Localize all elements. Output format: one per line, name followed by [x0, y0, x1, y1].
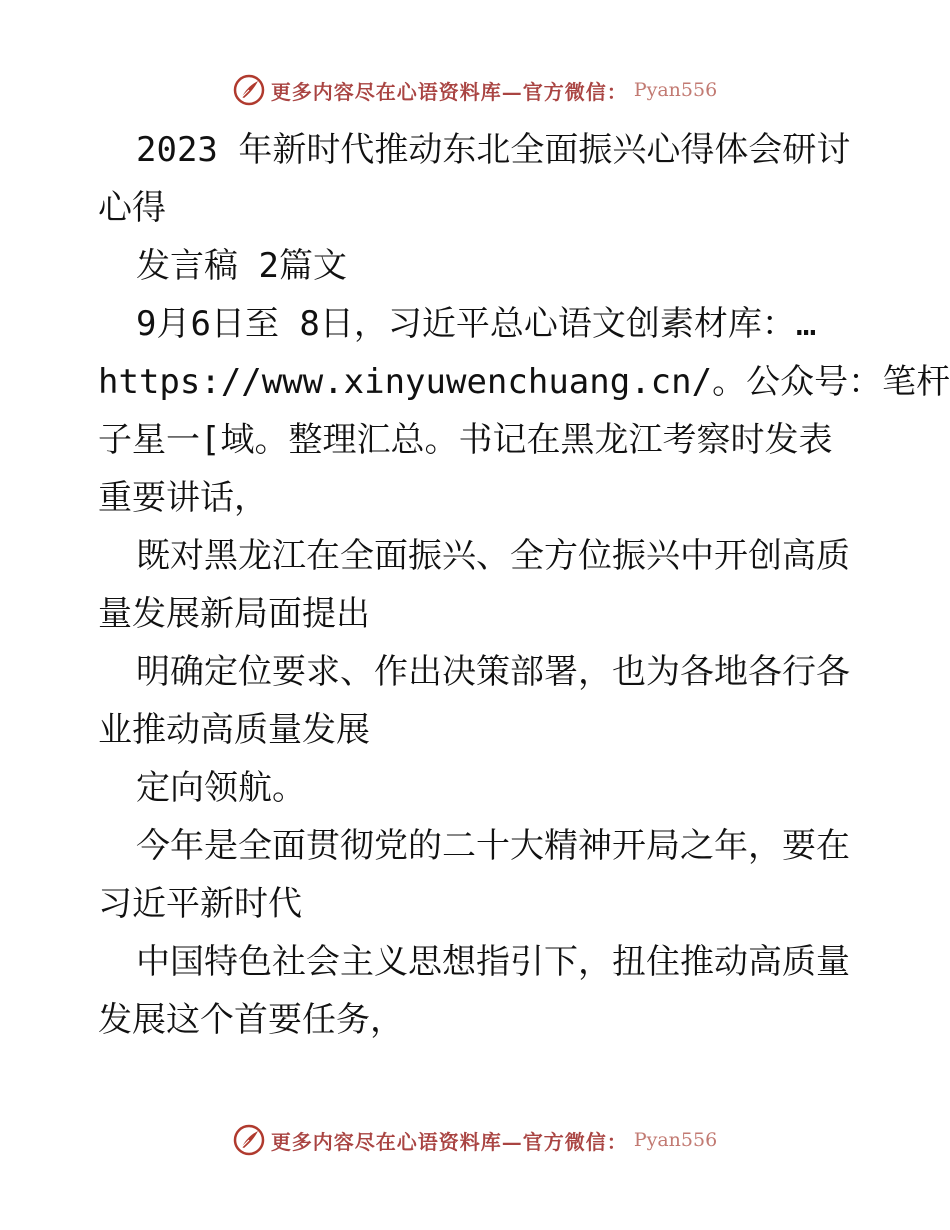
text-line: 量发展新局面提出 [98, 594, 370, 634]
document-body [98, 121, 950, 1049]
banner-contact: Pyan556 [633, 1129, 718, 1151]
text-line: 9月6日至 8日，习近平总心语文创素材库：… [136, 304, 817, 344]
text-line: 子星一[域。整理汇总。书记在黑龙江考察时发表 [98, 420, 833, 460]
text-line: 既对黑龙江在全面振兴、全方位振兴中开创高质 [136, 536, 850, 576]
text-line: 发言稿 2篇文 [136, 246, 347, 286]
text-line: 中国特色社会主义思想指引下，扭住推动高质量 [136, 942, 850, 982]
footer-banner [0, 1120, 950, 1160]
text-line: 习近平新时代 [98, 884, 302, 924]
quill-logo-icon [233, 74, 265, 106]
text-line: 发展这个首要任务， [98, 1000, 404, 1040]
text-line: 业推动高质量发展 [98, 710, 370, 750]
text-line: 明确定位要求、作出决策部署，也为各地各行各 [136, 652, 850, 692]
banner-contact: Pyan556 [633, 79, 718, 101]
quill-logo-icon [233, 1124, 265, 1156]
banner-text: 更多内容尽在心语资料库—官方微信： [270, 1129, 628, 1154]
text-line: 重要讲话， [98, 478, 268, 518]
text-line: https://www.xinyuwenchuang.cn/。公众号：笔杆 [98, 362, 950, 402]
text-line: 心得 [98, 188, 166, 228]
text-line: 定向领航。 [136, 768, 306, 808]
header-banner [0, 70, 950, 110]
text-line: 今年是全面贯彻党的二十大精神开局之年，要在 [136, 826, 850, 866]
text-line: 2023 年新时代推动东北全面振兴心得体会研讨 [136, 130, 851, 170]
banner-text: 更多内容尽在心语资料库—官方微信： [270, 79, 628, 104]
